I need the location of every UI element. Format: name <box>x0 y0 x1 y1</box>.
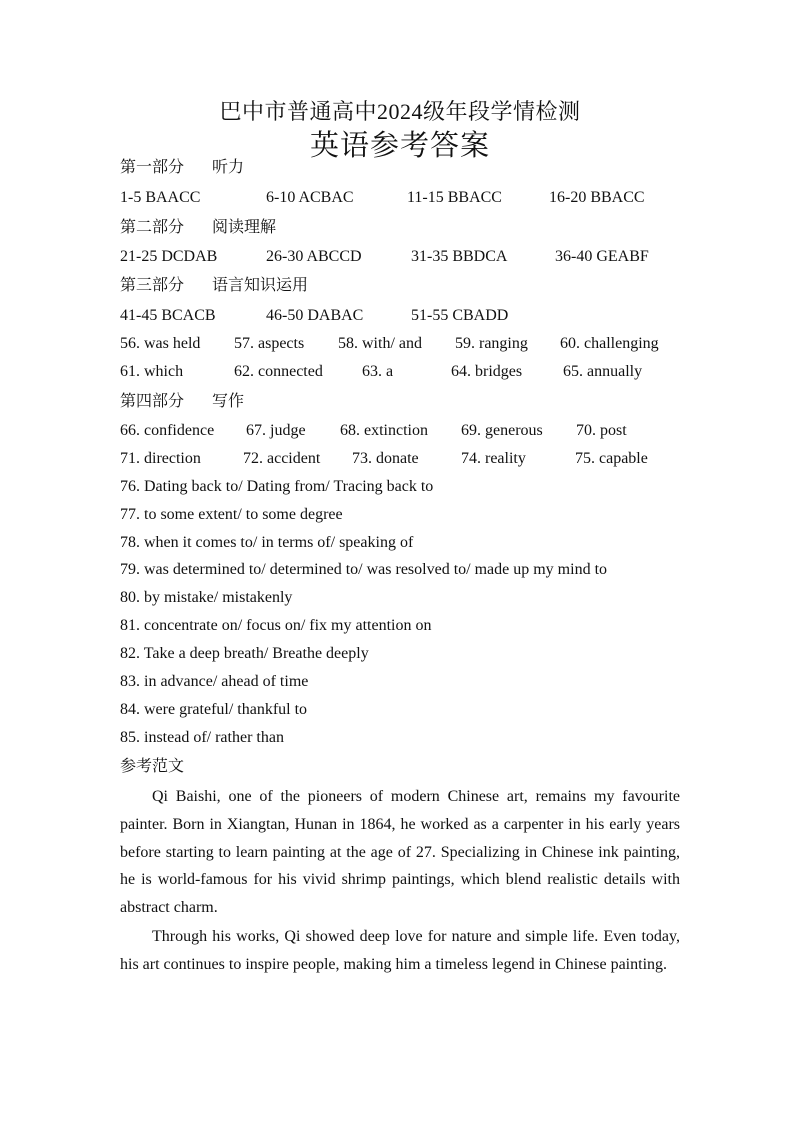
answer-item: 60. challenging <box>560 335 659 352</box>
answer-item: 68. extinction <box>340 422 428 439</box>
section-label: 第三部分 <box>120 277 185 294</box>
answer-group: 41-45 BCACB <box>120 307 216 324</box>
section-label: 第四部分 <box>120 393 185 410</box>
sample-essay-paragraph: Through his works, Qi showed deep love for nature and simple life. Even today, his art continues to inspire people, making him a timeless legend in Chinese painting. <box>120 928 680 973</box>
page-subtitle: 英语参考答案 <box>309 130 490 162</box>
answer-item: 71. direction <box>120 450 201 467</box>
answer-group: 1-5 BAACC <box>120 189 201 206</box>
answer-item: 57. aspects <box>234 335 305 352</box>
phrase-answer: 84. were grateful/ thankful to <box>120 701 308 718</box>
section-name: 写作 <box>212 393 245 410</box>
phrase-answer: 82. Take a deep breath/ Breathe deeply <box>120 645 369 662</box>
answer-item: 72. accident <box>243 450 321 467</box>
section-name: 语言知识运用 <box>212 277 309 294</box>
phrase-answer: 85. instead of/ rather than <box>120 729 284 746</box>
phrase-answer: 77. to some extent/ to some degree <box>120 506 343 523</box>
answer-group: 6-10 ACBAC <box>266 189 354 206</box>
answer-item: 58. with/ and <box>338 335 422 352</box>
phrase-answer: 76. Dating back to/ Dating from/ Tracing back to <box>120 478 434 495</box>
answer-group: 21-25 DCDAB <box>120 248 218 265</box>
answer-group: 46-50 DABAC <box>266 307 364 324</box>
answer-item: 63. a <box>362 363 394 380</box>
answer-item: 73. donate <box>352 450 419 467</box>
phrase-answer: 79. was determined to/ determined to/ was resolved to/ made up my mind to <box>120 561 608 578</box>
answer-item: 75. capable <box>575 450 648 467</box>
answer-group: 26-30 ABCCD <box>266 248 362 265</box>
phrase-answer: 78. when it comes to/ in terms of/ speaking of <box>120 534 414 551</box>
section-name: 阅读理解 <box>212 219 277 236</box>
answer-item: 56. was held <box>120 335 201 352</box>
answer-item: 70. post <box>576 422 627 439</box>
answer-item: 67. judge <box>246 422 306 439</box>
answer-item: 62. connected <box>234 363 323 380</box>
answer-item: 74. reality <box>461 450 526 467</box>
answer-group: 11-15 BBACC <box>407 189 502 206</box>
answer-item: 69. generous <box>461 422 543 439</box>
answer-item: 66. confidence <box>120 422 215 439</box>
section-heading-part4 <box>120 392 244 412</box>
section-heading-part1 <box>120 158 244 178</box>
phrase-answer: 83. in advance/ ahead of time <box>120 673 309 690</box>
section-name: 听力 <box>212 159 245 176</box>
answer-item: 61. which <box>120 363 184 380</box>
phrase-answer: 81. concentrate on/ focus on/ fix my attention on <box>120 617 432 634</box>
sample-essay-paragraph: Qi Baishi, one of the pioneers of modern Chinese art, remains my favourite painter. Born in Xiangtan, Hunan in 1864, he worked as a carpenter in his early years before starting to learn painting at the age of 27. Specializing in Chinese ink painting, he is world-famous for his vivid shrimp paintings, which blend realistic details with abstract charm. <box>120 788 680 917</box>
answer-group: 31-35 BBDCA <box>411 248 508 265</box>
answer-item: 65. annually <box>563 363 643 380</box>
phrase-answer: 80. by mistake/ mistakenly <box>120 589 293 606</box>
page-title: 巴中市普通高中2024级年段学情检测 <box>219 99 581 124</box>
section-heading-part2 <box>120 218 276 238</box>
section-label: 第二部分 <box>120 219 185 236</box>
answer-item: 59. ranging <box>455 335 528 352</box>
answer-item: 64. bridges <box>451 363 523 380</box>
answer-group: 51-55 CBADD <box>411 307 509 324</box>
sample-essay-heading: 参考范文 <box>120 758 185 775</box>
section-label: 第一部分 <box>120 159 185 176</box>
answer-group: 36-40 GEABF <box>555 248 649 265</box>
answer-group: 16-20 BBACC <box>549 189 645 206</box>
section-heading-part3 <box>120 276 308 296</box>
